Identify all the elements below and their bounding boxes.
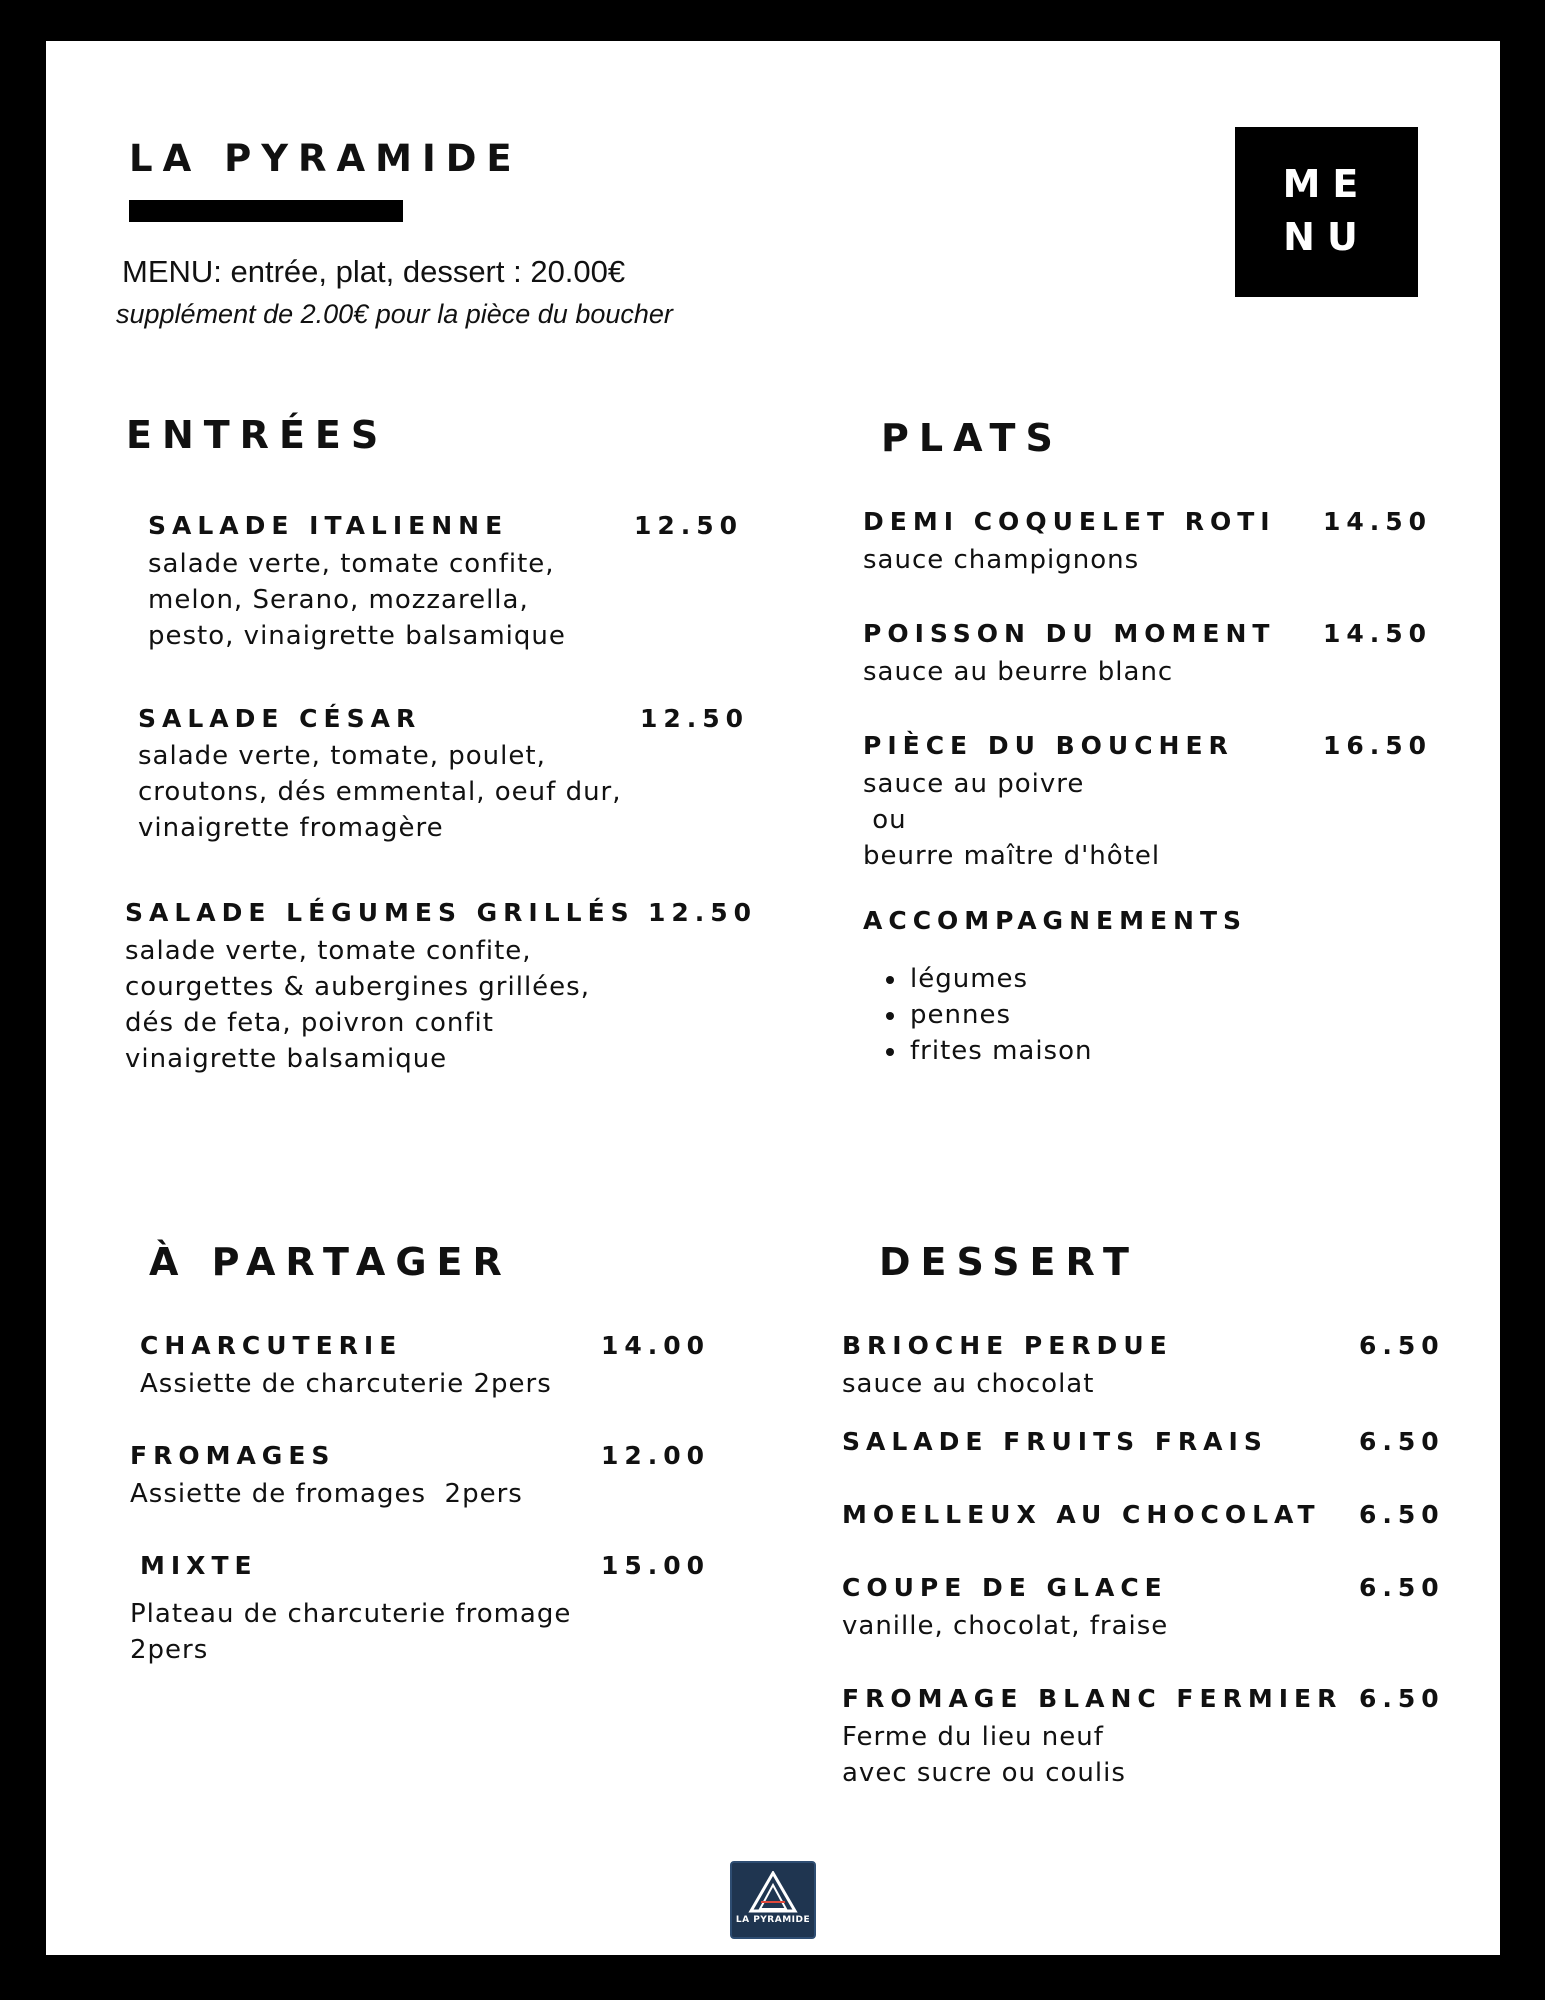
item-price-salade-legumes-grilles: 12.50 (648, 898, 758, 927)
section-title-entrees: ENTRÉES (126, 413, 389, 457)
section-title-dessert: DESSERT (879, 1240, 1139, 1284)
section-title-partager: À PARTAGER (149, 1240, 512, 1284)
item-desc-mixte: Plateau de charcuterie fromage 2pers (130, 1599, 572, 1665)
item-price-brioche-perdue: 6.50 (1359, 1331, 1445, 1360)
item-desc-coupe-de-glace: vanille, chocolat, fraise (842, 1611, 1169, 1641)
item-price-mixte: 15.00 (601, 1551, 711, 1580)
item-name-demi-coquelet: DEMI COQUELET ROTI (863, 507, 1276, 536)
item-name-coupe-de-glace: COUPE DE GLACE (842, 1573, 1168, 1602)
item-name-salade-legumes-grilles: SALADE LÉGUMES GRILLÉS (125, 898, 635, 927)
pyramid-logo-icon (748, 1871, 798, 1913)
sides-title: ACCOMPAGNEMENTS (863, 906, 1248, 935)
item-price-moelleux-au-chocolat: 6.50 (1359, 1500, 1445, 1529)
section-title-plats: PLATS (881, 416, 1063, 460)
item-desc-poisson-du-moment: sauce au beurre blanc (863, 657, 1174, 687)
item-name-salade-fruits-frais: SALADE FRUITS FRAIS (842, 1427, 1268, 1456)
item-name-fromages: FROMAGES (130, 1441, 336, 1470)
item-name-mixte: MIXTE (140, 1551, 258, 1580)
item-price-piece-du-boucher: 16.50 (1323, 731, 1433, 760)
item-name-salade-cesar: SALADE CÉSAR (138, 704, 422, 733)
item-desc-fromage-blanc-fermier: Ferme du lieu neuf avec sucre ou coulis (842, 1722, 1126, 1788)
item-price-salade-cesar: 12.50 (640, 704, 750, 733)
item-desc-brioche-perdue: sauce au chocolat (842, 1369, 1095, 1399)
item-name-fromage-blanc-fermier: FROMAGE BLANC FERMIER (842, 1684, 1343, 1713)
logo-text: LA PYRAMIDE (735, 1915, 811, 1925)
item-price-fromage-blanc-fermier: 6.50 (1359, 1684, 1445, 1713)
menu-page (46, 41, 1500, 1955)
menu-badge-line-1: ME (1282, 162, 1371, 206)
item-price-charcuterie: 14.00 (601, 1331, 711, 1360)
item-desc-charcuterie: Assiette de charcuterie 2pers (140, 1369, 552, 1399)
item-name-piece-du-boucher: PIÈCE DU BOUCHER (863, 731, 1234, 760)
title-underline-bar (129, 200, 403, 222)
item-desc-piece-du-boucher: sauce au poivre ou beurre maître d'hôtel (863, 769, 1161, 871)
item-name-brioche-perdue: BRIOCHE PERDUE (842, 1331, 1173, 1360)
list-item: • légumes (908, 961, 1092, 997)
item-desc-salade-legumes-grilles: salade verte, tomate confite, courgettes & aubergines grillées, dés de feta, poivron confit vinaigrette balsamique (125, 936, 590, 1074)
item-price-salade-italienne: 12.50 (634, 511, 744, 540)
list-item: • frites maison (908, 1033, 1092, 1069)
item-name-moelleux-au-chocolat: MOELLEUX AU CHOCOLAT (842, 1500, 1321, 1529)
item-name-charcuterie: CHARCUTERIE (140, 1331, 403, 1360)
item-desc-salade-cesar: salade verte, tomate, poulet, croutons, dés emmental, oeuf dur, vinaigrette fromagère (138, 741, 622, 843)
supplement-line: supplément de 2.00€ pour la pièce du boucher (116, 299, 673, 329)
menu-badge (1235, 127, 1418, 297)
item-price-coupe-de-glace: 6.50 (1359, 1573, 1445, 1602)
item-price-demi-coquelet: 14.50 (1323, 507, 1433, 536)
item-desc-salade-italienne: salade verte, tomate confite, melon, Serano, mozzarella, pesto, vinaigrette balsamique (148, 549, 566, 651)
menu-badge-line-2: NU (1283, 215, 1370, 259)
sides-list (863, 961, 1092, 1069)
restaurant-name: LA PYRAMIDE (129, 137, 522, 180)
list-item: • pennes (908, 997, 1092, 1033)
item-name-salade-italienne: SALADE ITALIENNE (148, 511, 509, 540)
item-desc-fromages: Assiette de fromages 2pers (130, 1479, 523, 1509)
item-desc-demi-coquelet: sauce champignons (863, 545, 1140, 575)
item-price-salade-fruits-frais: 6.50 (1359, 1427, 1445, 1456)
item-name-poisson-du-moment: POISSON DU MOMENT (863, 619, 1276, 648)
restaurant-logo (730, 1861, 816, 1939)
item-price-fromages: 12.00 (601, 1441, 711, 1470)
formula-line: MENU: entrée, plat, dessert : 20.00€ (122, 254, 626, 289)
item-price-poisson-du-moment: 14.50 (1323, 619, 1433, 648)
